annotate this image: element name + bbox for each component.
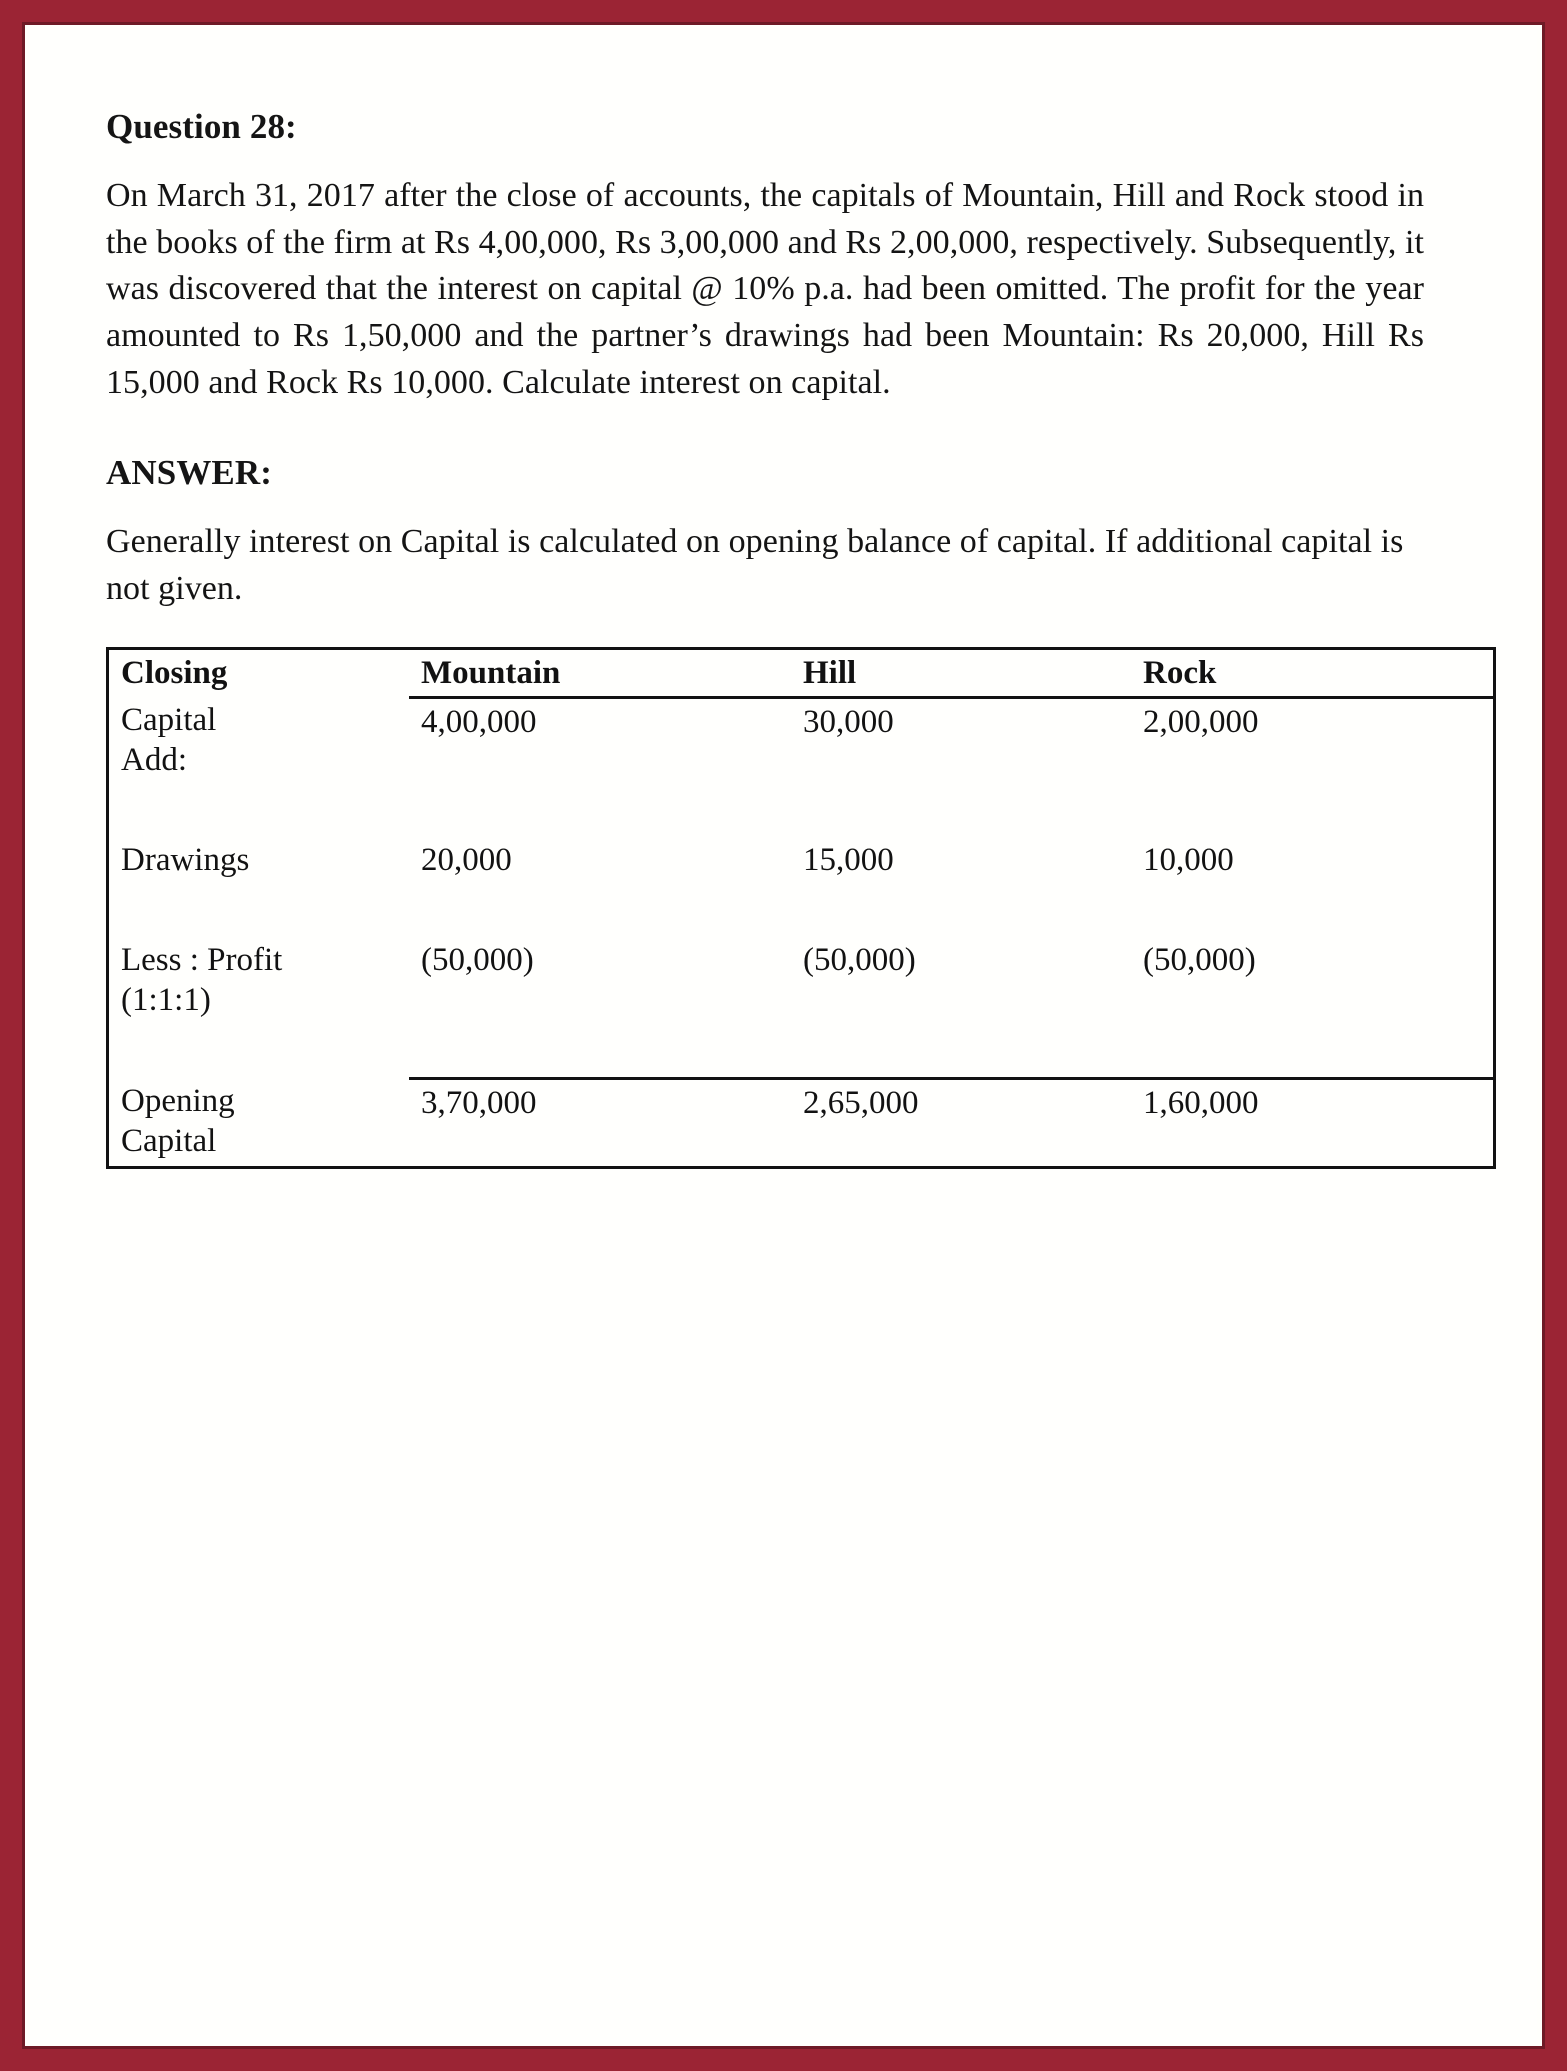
table-row bbox=[108, 837, 1495, 885]
spacer-cell bbox=[791, 885, 1131, 937]
cell-hill-drawings: 15,000 bbox=[803, 841, 894, 878]
column-header-closing: Closing bbox=[121, 654, 228, 691]
document-content bbox=[106, 106, 1424, 1169]
table-spacer-row bbox=[108, 885, 1495, 937]
answer-note: Generally interest on Capital is calculated on opening balance of capital. If additional capital is not given. bbox=[106, 523, 1404, 608]
cell-rock-closing-capital: 2,00,000 bbox=[1143, 703, 1259, 740]
column-header-mountain: Mountain bbox=[409, 648, 791, 697]
spacer-cell bbox=[1131, 1025, 1495, 1079]
page-sheet bbox=[30, 30, 1537, 2041]
spacer-cell bbox=[409, 785, 791, 837]
cell-hill-less-profit: (50,000) bbox=[803, 941, 916, 978]
row-label-line: (1:1:1) bbox=[121, 981, 211, 1018]
row-label-line: Capital bbox=[121, 702, 217, 739]
question-heading: Question 28: bbox=[106, 107, 297, 146]
table-spacer-row bbox=[108, 785, 1495, 837]
answer-heading: ANSWER: bbox=[106, 453, 272, 493]
cell-mountain-less-profit: (50,000) bbox=[421, 941, 534, 978]
cell-rock-opening-capital: 1,60,000 bbox=[1131, 1078, 1495, 1167]
table-row bbox=[108, 697, 1495, 785]
cell-mountain-drawings: 20,000 bbox=[421, 841, 512, 878]
question-body: On March 31, 2017 after the close of accounts, the capitals of Mountain, Hill and Rock stood in the books of the firm at Rs 4,00,000, Rs 3,00,000 and Rs 2,00,000, respectively. Subsequently, it was discovered that the interest on capital @ 10% p.a. had been omitted. The profit for the year amounted to Rs 1,50,000 and the partner’s drawings had been Mountain: Rs 20,000, Hill Rs 15,000 and Rock Rs 10,000. Calculate interest on capital. bbox=[106, 177, 1424, 401]
capital-calculation-table-wrap bbox=[106, 647, 1424, 1169]
spacer-cell bbox=[108, 885, 410, 937]
row-label-opening-capital bbox=[108, 1078, 410, 1167]
spacer-cell bbox=[108, 785, 410, 837]
column-header-rock: Rock bbox=[1131, 648, 1495, 697]
table-spacer-row bbox=[108, 1025, 1495, 1079]
cell-hill-opening-capital: 2,65,000 bbox=[791, 1078, 1131, 1167]
cell-rock-less-profit: (50,000) bbox=[1143, 941, 1256, 978]
capital-calculation-table bbox=[106, 647, 1496, 1169]
spacer-cell bbox=[1131, 785, 1495, 837]
row-label-line: Capital bbox=[121, 1123, 217, 1160]
page-inner-rule bbox=[22, 22, 1545, 2049]
cell-rock-drawings: 10,000 bbox=[1143, 841, 1234, 878]
spacer-cell bbox=[791, 1025, 1131, 1079]
row-label-line: Less : Profit bbox=[121, 941, 283, 978]
table-row bbox=[108, 937, 1495, 1025]
row-label-drawings: Drawings bbox=[121, 841, 250, 878]
row-label-less-profit bbox=[108, 937, 410, 1025]
cell-hill-closing-capital: 30,000 bbox=[803, 703, 894, 740]
cell-mountain-closing-capital: 4,00,000 bbox=[421, 703, 537, 740]
spacer-cell bbox=[409, 1025, 791, 1079]
row-label-line: Opening bbox=[121, 1083, 235, 1120]
spacer-cell bbox=[409, 885, 791, 937]
table-row bbox=[108, 1078, 1495, 1167]
spacer-cell bbox=[791, 785, 1131, 837]
spacer-cell bbox=[1131, 885, 1495, 937]
row-label-closing-capital bbox=[108, 697, 410, 785]
spacer-cell bbox=[108, 1025, 410, 1079]
column-header-hill: Hill bbox=[791, 648, 1131, 697]
table-header-row bbox=[108, 648, 1495, 697]
cell-mountain-opening-capital: 3,70,000 bbox=[409, 1078, 791, 1167]
row-label-line: Add: bbox=[121, 741, 187, 778]
